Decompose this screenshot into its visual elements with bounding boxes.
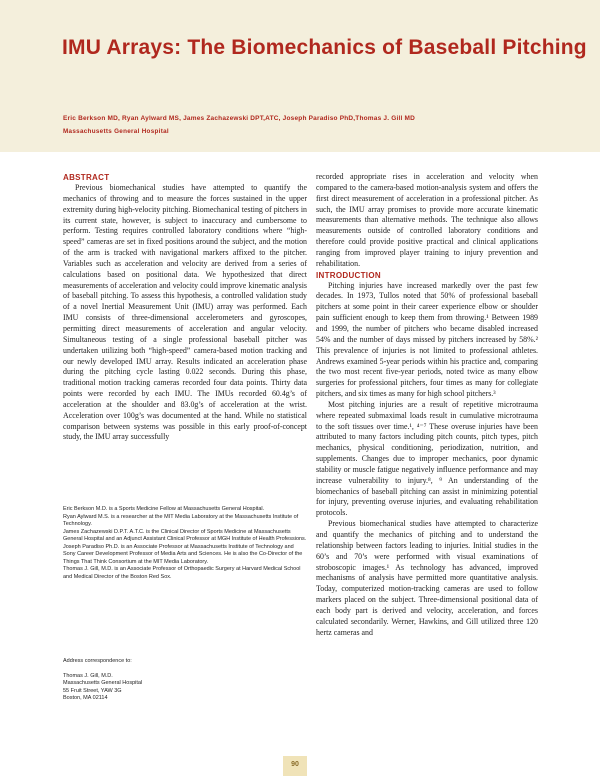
author-list: Eric Berkson MD, Ryan Aylward MS, James Zachazewski DPT,ATC, Joseph Paradiso PhD,Thomas J. Gill MD bbox=[63, 115, 416, 122]
correspondence-line: Boston, MA 02114 bbox=[63, 695, 108, 701]
abstract-continuation: recorded appropriate rises in acceleration and velocity when compared to the camera-based motion-analysis system and offers the first direct measurement of acceleration in a professional pitcher. As such, the IMU array promises to provide more accurate kinematic measurements than alternative methods. The technique also allows measurements outside of controlled laboratory conditions and therefore could provide positive practical and clinical applications ranging from improved player training to injury prevention and rehabilitation. bbox=[316, 172, 538, 268]
author-bios bbox=[63, 506, 307, 581]
correspondence-line: Massachusetts General Hospital bbox=[63, 680, 143, 686]
correspondence-label: Address correspondence to: bbox=[63, 658, 132, 664]
abstract-paragraph: Previous biomechanical studies have attempted to quantify the mechanics of throwing and to measure the forces sustained in the upper extremity during high-velocity pitching. Biomechanical testing of pitchers in its current state, however, is subject to inaccuracy and cumbersome to perform. Testing requires controlled laboratory conditions where “high-speed” cameras are set in fixed positions around the subject, and the motion of the arm is tracked with navigational markers affixed to the pitcher. Variables such as acceleration and velocity are derived from a series of calculations based on positional data. We hypothesized that direct measurements of acceleration and velocity could improve kinematic analysis of baseball pitching. To assess this hypothesis, a controlled validation study of a novel Inertial Measurement Unit (IMU) array was performed. Each IMU consists of three-dimensional accelerometers and gyroscopes, permitting direct measurements of acceleration and angular velocity. Simultaneous testing of a single professional baseball pitcher was undertaken utilizing both “high-speed” camera-based motion tracking and our newly developed IMU array. Results indicated an acceleration phase during the pitching cycle lasting 0.022 seconds. During this phase, traditional motion tracking cameras recorded four data points. Thirty data points were recorded by each IMU. The IMUs recorded 60.4g’s of acceleration at the shoulder and 83.0g’s of acceleration at the wrist. Acceleration over 100g’s was documented at the hand. While no statistical comparison between systems was possible in this early proof-of-concept study, the IMU array successfully bbox=[63, 183, 307, 442]
article-title: IMU Arrays: The Biomechanics of Baseball Pitching bbox=[62, 36, 587, 59]
intro-paragraph: Most pitching injuries are a result of repetitive microtrauma where repeated submaximal loads result in cumulative microtrauma to the soft tissues over time.¹, ⁴⁻⁷ These overuse injuries have been attributed to many factors including pitch counts, pitch types, pitch mechanics, physical conditioning, periodization, nutrition, and supplements. Changes due to improper mechanics, poor dynamic stability or muscle fatigue negatively influence performance and may increase vulnerability to injury.⁸, ⁹ An understanding of the biomechanics of baseball pitching can assist in minimizing potential for injury, preventing overuse injuries, and evaluating rehabilitation protocols. bbox=[316, 399, 538, 518]
page-number: 90 bbox=[283, 756, 307, 776]
author-bio: James Zachazewski D.P.T. A.T.C. is the Clinical Director of Sports Medicine at Massachusetts General Hospital and an Adjunct Assistant Clinical Professor at MGH Institute of Health Professions. bbox=[63, 528, 307, 542]
author-bio: Ryan Aylward M.S. is a researcher at the MIT Media Laboratory at the Massachusetts Institute of Technology. bbox=[63, 513, 299, 527]
left-column bbox=[63, 172, 307, 443]
correspondence-line: 55 Fruit Street, YAW 3G bbox=[63, 687, 122, 694]
right-column bbox=[316, 172, 538, 638]
intro-paragraph: Pitching injuries have increased markedly over the past few decades. In 1973, Tullos noted that 50% of professional baseball pitchers at some point in their career experience elbow or shoulder pain sufficient enough to keep them from throwing.¹ Between 1989 and 1999, the number of pitchers who became disabled increased 54% and the number of days missed by pitchers increased by 58%.² This prevalence of injuries is not limited to professional athletes. Andrews examined 5-year periods within his practice and, comparing the two most recent five-year periods, noted twice as many elbow surgeries for professional pitchers, four times as many for collegiate pitchers, and six times as many for high school pitchers.³ bbox=[316, 280, 538, 399]
author-bio: Joseph Paradiso Ph.D. is an Associate Professor at Massachusetts Institute of Technology and Sony Career Development Professor of Media Arts and Sciences. He is also the Co-Director of the Things That Think Consortium at the MIT Media Laboratory. bbox=[63, 543, 303, 565]
author-bio: Eric Berkson M.D. is a Sports Medicine Fellow at Massachusetts General Hospital. bbox=[63, 506, 265, 512]
intro-paragraph: Previous biomechanical studies have attempted to characterize and quantify the mechanics of pitching and to understand the relationship between factors leading to injuries. Initial studies in the 60’s and 70’s were performed with visual examinations of stroboscopic images.¹ As technology has advanced, improved mechanisms of analysis have permitted more quantitative analysis. Today, computerized motion-tracking cameras are used to follow markers placed on the subject. Three-dimensional positional data of each body part is derived and velocity, acceleration, and forces calculated secondarily. Werner, Hawkins, and Gill utilized three 120 hertz cameras and bbox=[316, 519, 538, 637]
affiliation: Massachusetts General Hospital bbox=[63, 128, 169, 135]
introduction-heading: INTRODUCTION bbox=[316, 270, 381, 280]
correspondence-block bbox=[63, 658, 307, 703]
abstract-heading: ABSTRACT bbox=[63, 173, 110, 182]
author-bio: Thomas J. Gill, M.D. is an Associate Professor of Orthopaedic Surgery at Harvard Medical School and Medical Director of the Boston Red Sox. bbox=[63, 566, 301, 580]
correspondence-line: Thomas J. Gill, M.D. bbox=[63, 672, 113, 679]
